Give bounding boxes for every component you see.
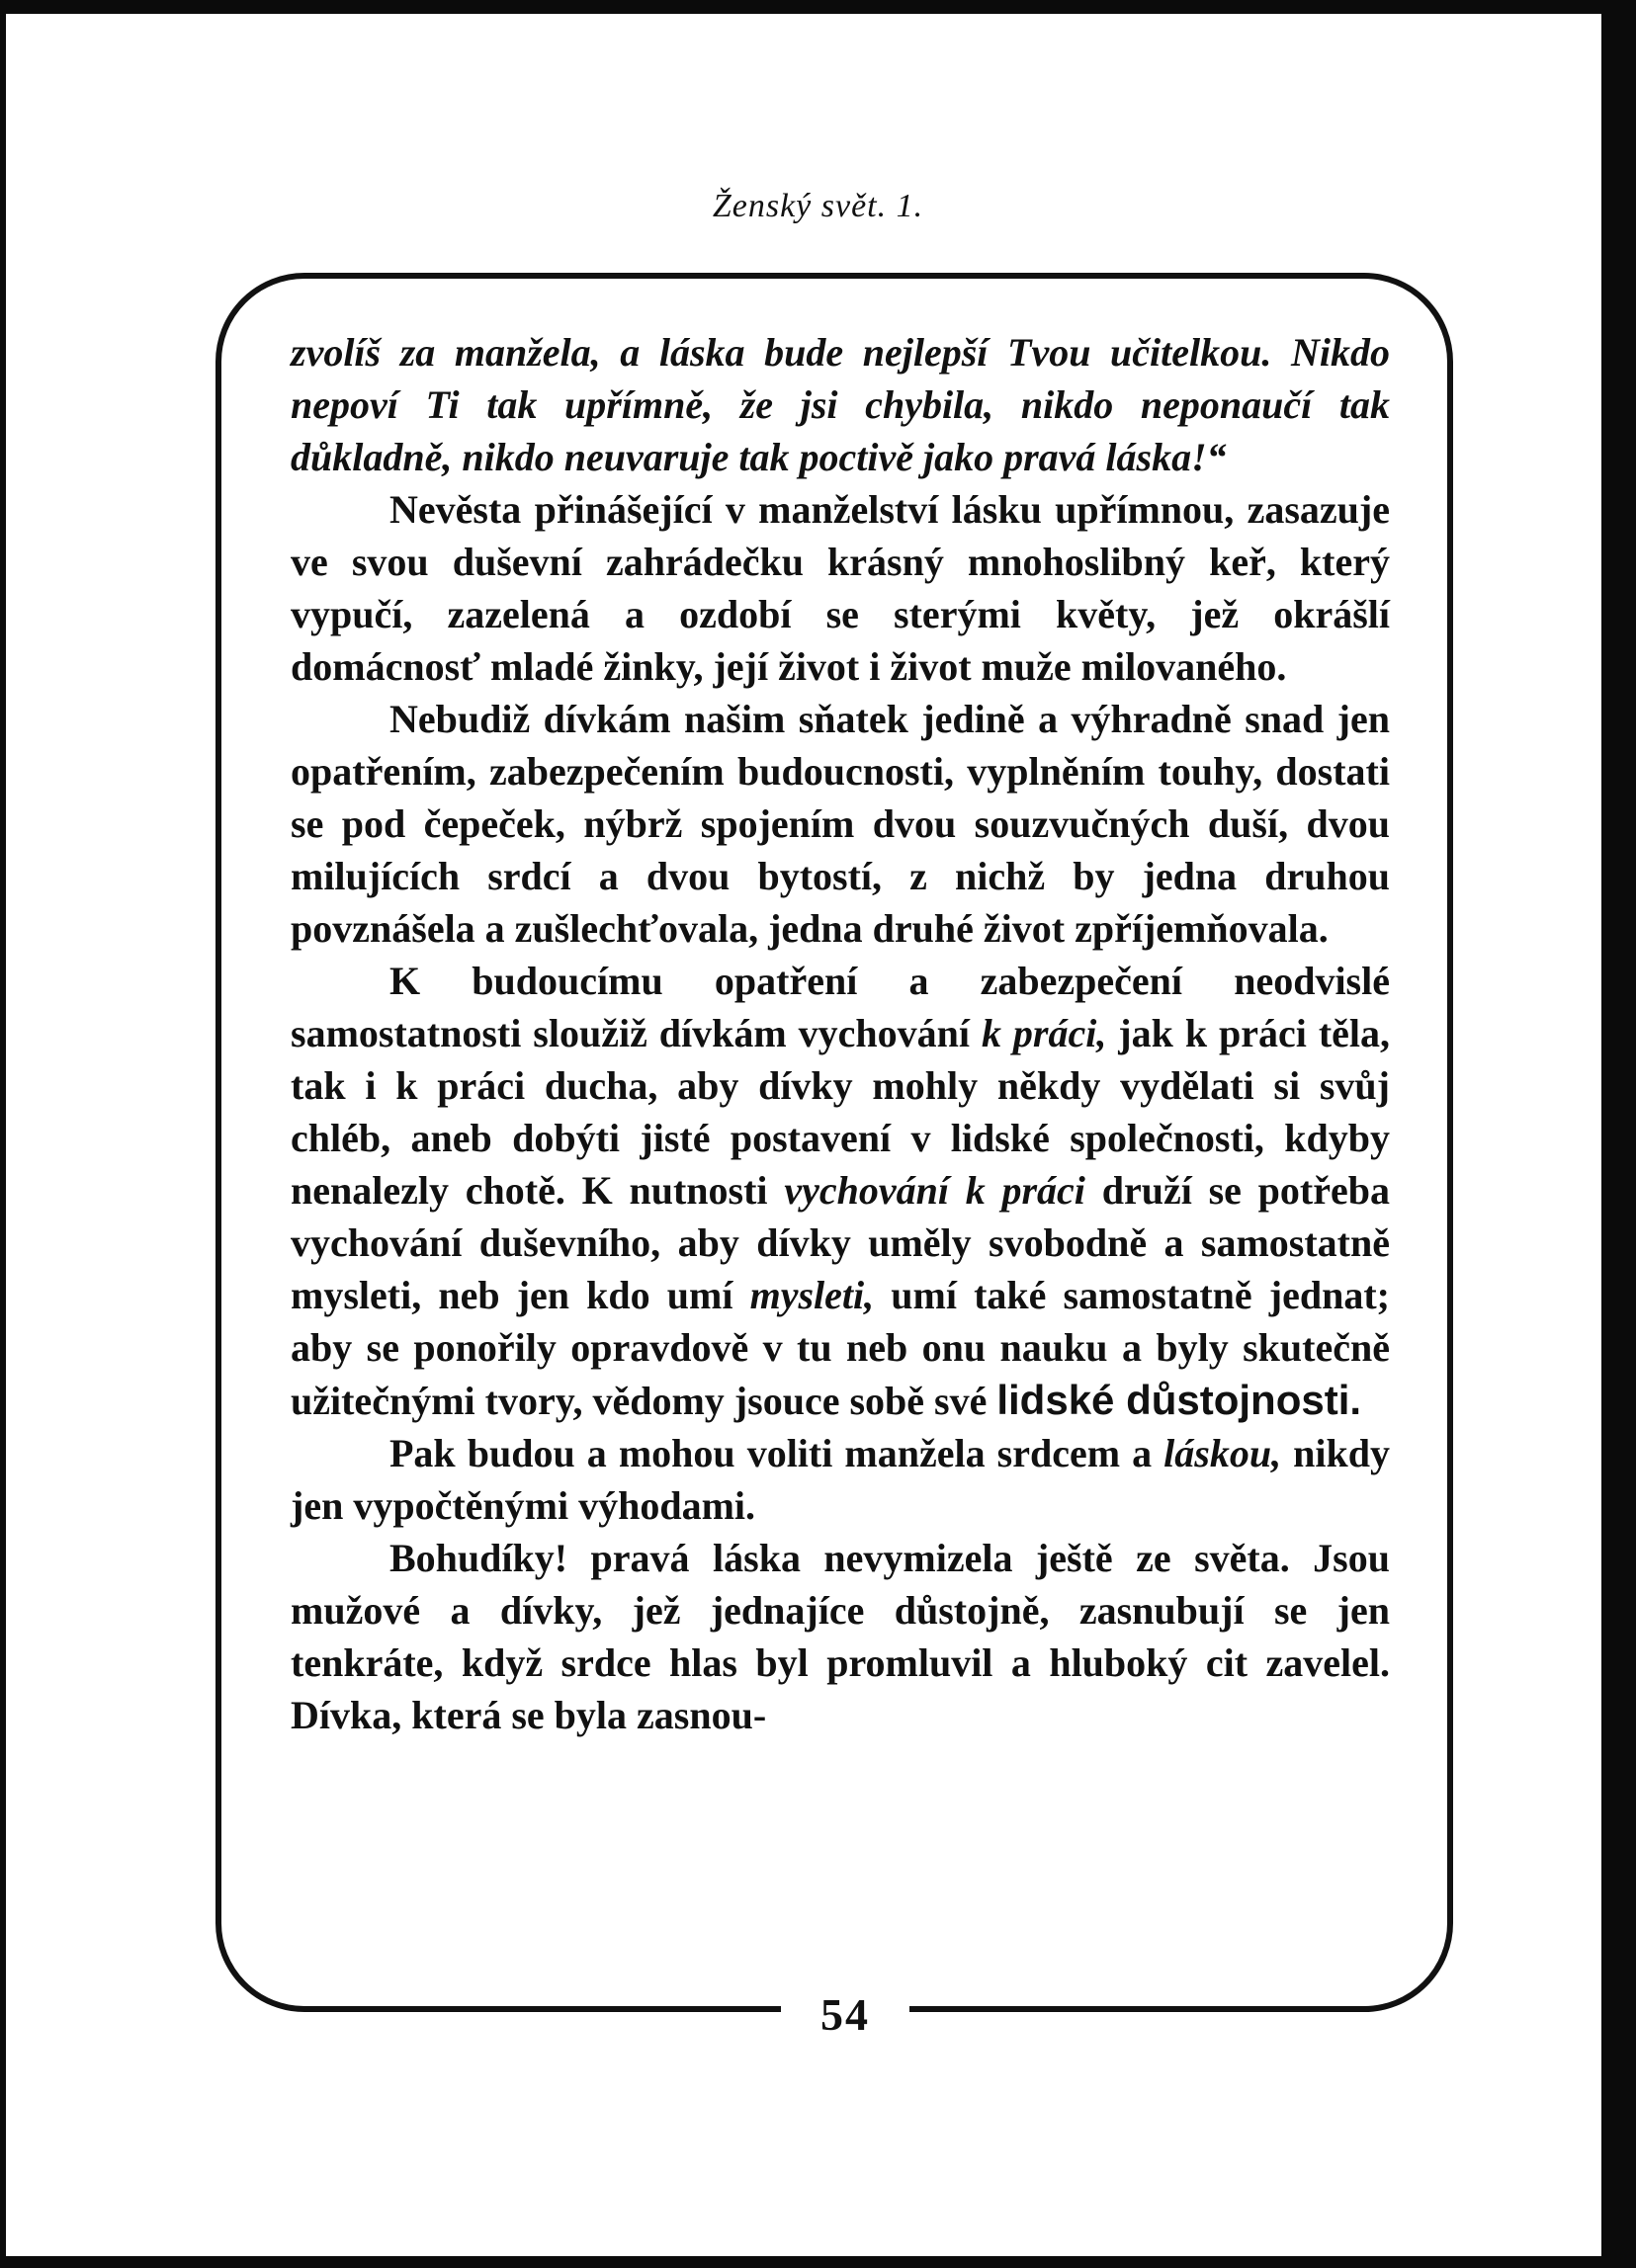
text-span: Pak budou a mohou voliti manžela srdcem a [389, 1431, 1164, 1475]
text-span: K budoucímu opatření a zabezpečení neodvislé samostatnosti sloužiž dívkám vychování [291, 959, 1390, 1055]
italic-span: mysleti, [749, 1273, 875, 1317]
paragraph-2 [291, 483, 1390, 693]
text-span: Nebudiž dívkám našim sňatek jedině a výhradně snad jen opatřením, zabezpečením budoucnosti, vyplněním touhy, dostati se pod čepeček, nýbrž spojením dvou souzvučných duší, dvou milujících srdcí a dvou bytostí, z nichž by jedna druhou povznášela a zušlechťovala, jedna druhé život zpříjemňovala. [291, 697, 1390, 951]
body-text [291, 326, 1390, 1741]
paragraph-5 [291, 1427, 1390, 1532]
text-span: nikdy jen vypočtěnými výhodami. [291, 1431, 1390, 1528]
text-span: druží se potřeba vychování duševního, aby dívky uměly svobodně a samostatně mysleti, neb jen kdo umí [291, 1168, 1390, 1317]
scan-edge-right [1601, 0, 1636, 2268]
paragraph-4 [291, 955, 1390, 1427]
scan-edge-bottom [0, 2256, 1636, 2268]
paragraph-3 [291, 693, 1390, 955]
italic-span: k práci, [981, 1011, 1107, 1055]
text-span: Bohudíky! pravá láska nevymizela ještě ze světa. Jsou mužové a dívky, jež jednajíce důstojně, zasnubují se jen tenkráte, když srdce hlas byl promluvil a hluboký cit zavelel. Dívka, která se byla zasnou- [291, 1536, 1390, 1737]
scan-edge-top [0, 0, 1636, 14]
paragraph-1 [291, 326, 1390, 483]
paragraph-6 [291, 1532, 1390, 1741]
scan-edge-left [0, 0, 6, 2268]
text-span: zvolíš za manžela, a láska bude nejlepší Tvou učitelkou. Nikdo nepoví Ti tak upřímně, že jsi chybila, nikdo neponaučí tak důkladně, nikdo neuvaruje tak poctivě jako pravá láska!“ [291, 330, 1390, 479]
text-span: umí také samostatně jednat; aby se ponořily opravdově v tu neb onu nauku a byly skutečně užitečnými tvory, vědomy jsouce sobě své [291, 1273, 1390, 1423]
text-span: jak k práci těla, tak i k práci ducha, aby dívky mohly někdy vydělati si svůj chléb, aneb dobýti jisté postavení v lidské společnosti, kdyby nenalezly chotě. K nutnosti [291, 1011, 1391, 1213]
text-span: Nevěsta přinášející v manželství lásku upřímnou, zasazuje ve svou duševní zahrádečku krásný mnohoslibný keř, který vypučí, zazelená a ozdobí se sterými květy, jež okrášlí domácnosť mladé žinky, její život i život muže milovaného. [291, 487, 1390, 689]
emphasis-span: lidské důstojnosti. [996, 1377, 1362, 1423]
scan-edge-right-gap [1595, 20, 1599, 2253]
running-title: Ženský svět. 1. [712, 188, 924, 224]
italic-span: vychování k práci [784, 1168, 1085, 1213]
italic-span: láskou, [1163, 1431, 1282, 1475]
page-number: 54 [820, 1989, 870, 2040]
